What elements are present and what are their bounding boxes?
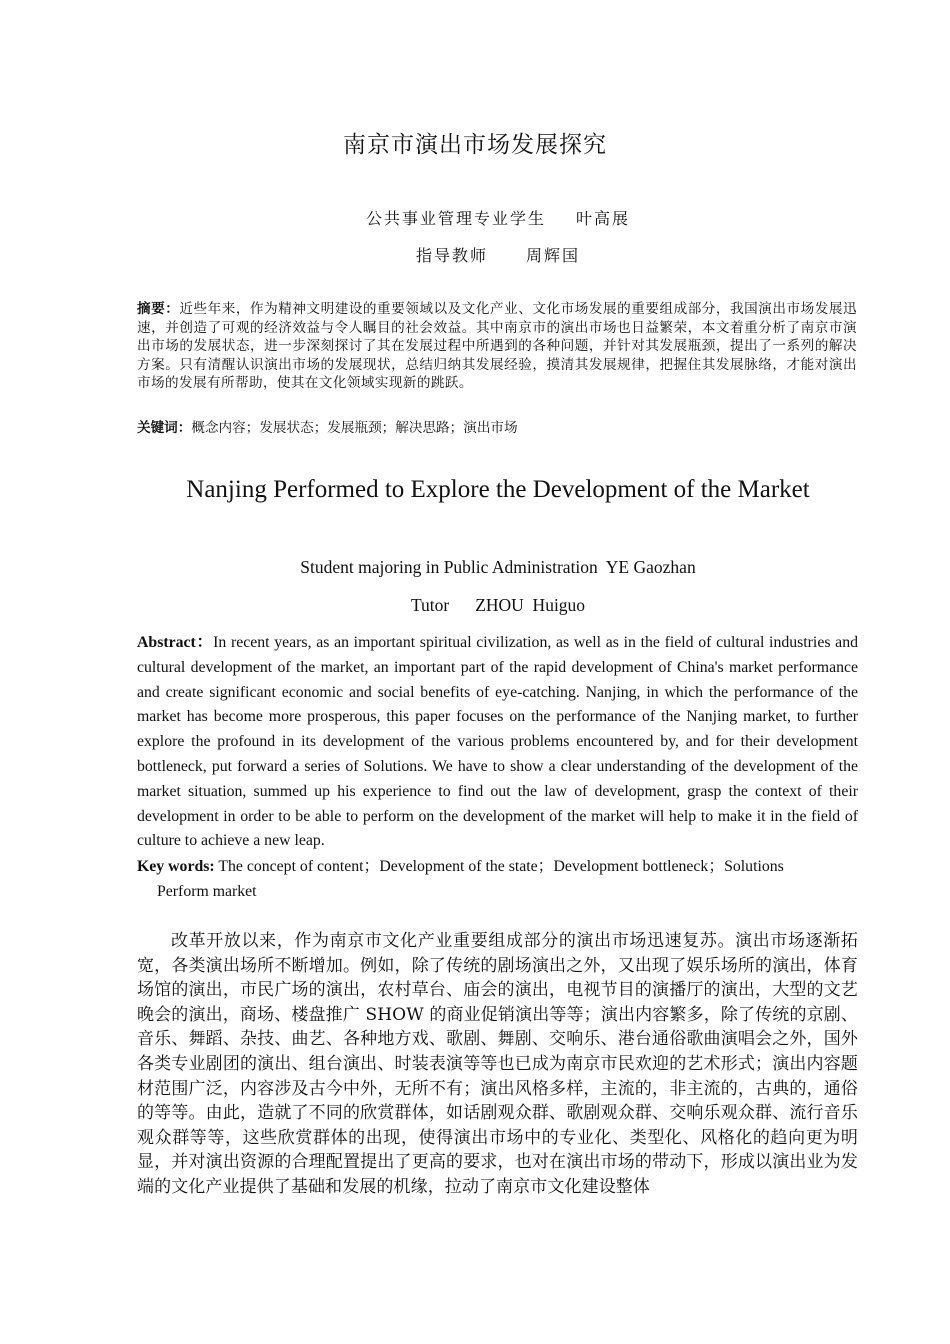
english-tutor-line [0,595,950,616]
chinese-abstract-text: 近些年来，作为精神文明建设的重要领域以及文化产业、文化市场发展的重要组成部分，我国演出市场发展迅速，并创造了可观的经济效益与令人瞩目的社会效益。其中南京市的演出市场也日益繁荣，本文着重分析了南京市演出市场的发展状态，进一步深刻探讨了其在发展过程中所遇到的各种问题，并针对其发展瓶颈，提出了一系列的解决方案。只有清醒认识演出市场的发展现状，总结归纳其发展经验，摸清其发展规律，把握住其发展脉络，才能对演出市场的发展有所帮助，使其在文化领域实现新的跳跃。 [137,301,858,392]
chinese-keywords [137,419,857,437]
body-paragraph: 改革开放以来，作为南京市文化产业重要组成部分的演出市场迅速复苏。演出市场逐渐拓宽，各类演出场所不断增加。例如，除了传统的剧场演出之外，又出现了娱乐场所的演出，体育场馆的演出，市民广场的演出，农村草台、庙会的演出，电视节目的演播厅的演出，大型的文艺晚会的演出，商场、楼盘推广 SHOW 的商业促销演出等等；演出内容繁多，除了传统的京剧、音乐、舞蹈、杂技、曲艺、各种地方戏、歌剧、舞剧、交响乐、港台通俗歌曲演唱会之外，国外各类专业剧团的演出、组台演出、时装表演等等也已成为南京市民欢迎的艺术形式；演出内容题材范围广泛，内容涉及古今中外，无所不有；演出风格多样，主流的，非主流的，古典的，通俗的等等。由此，造就了不同的欣赏群体，如话剧观众群、歌剧观众群、交响乐观众群、流行音乐观众群等等，这些欣赏群体的出现，使得演出市场中的专业化、类型化、风格化的趋向更为明显，并对演出资源的合理配置提出了更高的要求，也对在演出市场的带动下，形成以演出业为发端的文化产业提供了基础和发展的机缘，拉动了南京市文化建设整体 [137,931,858,1197]
english-author-line [0,557,950,578]
english-tutor-name: ZHOU Huiguo [475,595,586,615]
chinese-author-name: 叶高展 [576,209,631,228]
english-keywords-line2: Perform market [157,882,257,900]
chinese-author-role: 公共事业管理专业学生 [365,209,546,228]
chinese-keywords-text: 概念内容；发展状态；发展瓶颈；解决思路；演出市场 [191,420,518,436]
english-keywords-line1: The concept of content；Development of the state；Development bottleneck；Solutions [218,858,784,875]
english-keywords-label: Key words: [137,858,215,875]
english-abstract-label: Abstract： [137,634,214,651]
chinese-keywords-label: 关键词： [137,420,192,436]
chinese-title: 南京市演出市场发展探究 [343,132,607,158]
english-keywords [137,855,858,904]
chinese-abstract-label: 摘要： [137,301,180,317]
english-tutor-role: Tutor [410,595,450,615]
english-title: Nanjing Performed to Explore the Development of the Market [186,476,810,503]
english-author-role: Student majoring in Public Administration [300,557,598,577]
chinese-tutor-role: 指导教师 [415,246,488,265]
english-abstract-text: In recent years, as an important spiritual civilization, as well as in the field of cultural industries and cultural development of the market, an important part of the rapid development of China's market performance and create significant economic and social benefits of eye-catching. Nanjing, in which the performance of the market has become more prosperous, this paper focuses on the performance of the Nanjing market, to further explore the profound in its development of the various problems encountered by, and for their development bottleneck, put forward a series of Solutions. We have to show a clear understanding of the development of the market situation, summed up his experience to find out the law of development, grasp the context of their development in order to be able to perform on the development of the market will help to make it in the field of culture to achieve a new leap. [137,634,858,850]
chinese-author-line [0,206,950,229]
chinese-tutor-line [0,243,950,266]
english-author-name: YE Gaozhan [605,557,696,577]
chinese-tutor-name: 周辉国 [526,246,581,265]
english-abstract [137,631,858,854]
chinese-abstract [137,300,857,393]
